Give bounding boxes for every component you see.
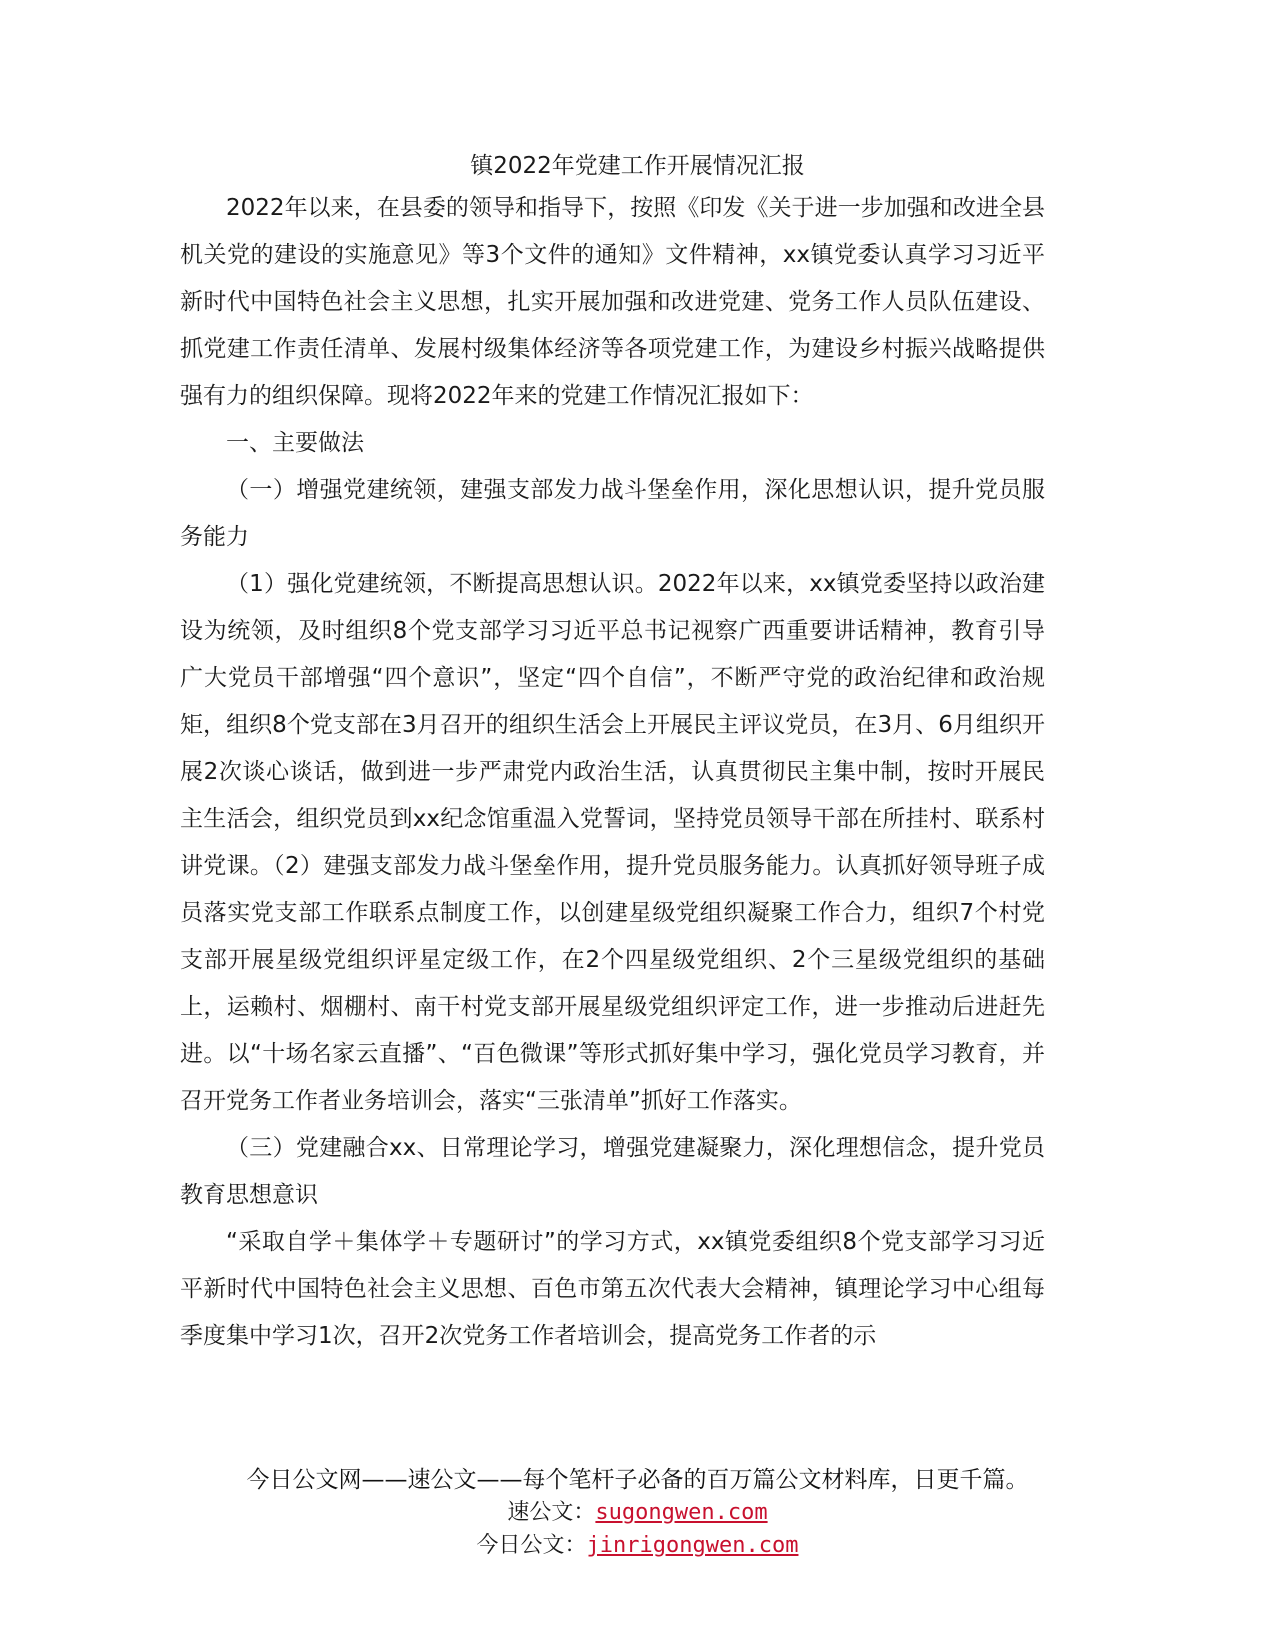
footer-site-1 xyxy=(0,1497,1275,1529)
footer-site-2-label: 今日公文： xyxy=(476,1533,587,1558)
subsection-heading-1: （一）增强党建统领，建强支部发力战斗堡垒作用，深化思想认识，提升党员服务能力 xyxy=(180,477,1045,550)
document-body xyxy=(180,185,1045,1360)
footer-promo: 今日公文网——速公文——每个笔杆子必备的百万篇公文材料库，日更千篇。 xyxy=(246,1467,1029,1493)
paragraph-intro: 2022年以来，在县委的领导和指导下，按照《印发《关于进一步加强和改进全县机关党的建设的实施意见》等3个文件的通知》文件精神，xx镇党委认真学习习近平新时代中国特色社会主义思想，扎实开展加强和改进党建、党务工作人员队伍建设、抓党建工作责任清单、发展村级集体经济等各项党建工作，为建设乡村振兴战略提供强有力的组织保障。现将2022年来的党建工作情况汇报如下： xyxy=(180,195,1045,409)
footer-site-2 xyxy=(0,1530,1275,1562)
footer-site-1-link[interactable]: sugongwen.com xyxy=(595,1500,768,1525)
section-heading: 一、主要做法 xyxy=(226,430,364,456)
document-title: 镇2022年党建工作开展情况汇报 xyxy=(470,153,805,179)
paragraph-body-2: “采取自学＋集体学＋专题研讨”的学习方式，xx镇党委组织8个党支部学习习近平新时代中国特色社会主义思想、百色市第五次代表大会精神，镇理论学习中心组每季度集中学习1次，召开2次党务工作者培训会，提高党务工作者的示 xyxy=(180,1229,1045,1349)
paragraph-body-1: （1）强化党建统领，不断提高思想认识。2022年以来，xx镇党委坚持以政治建设为统领，及时组织8个党支部学习习近平总书记视察广西重要讲话精神，教育引导广大党员干部增强“四个意识”，坚定“四个自信”，不断严守党的政治纪律和政治规矩，组织8个党支部在3月召开的组织生活会上开展民主评议党员，在3月、6月组织开展2次谈心谈话，做到进一步严肃党内政治生活，认真贯彻民主集中制，按时开展民主生活会，组织党员到xx纪念馆重温入党誓词，坚持党员领导干部在所挂村、联系村讲党课。（2）建强支部发力战斗堡垒作用，提升党员服务能力。认真抓好领导班子成员落实党支部工作联系点制度工作，以创建星级党组织凝聚工作合力，组织7个村党支部开展星级党组织评星定级工作，在2个四星级党组织、2个三星级党组织的基础上，运赖村、烟棚村、南干村党支部开展星级党组织评定工作，进一步推动后进赶先进。以“十场名家云直播”、“百色微课”等形式抓好集中学习，强化党员学习教育，并召开党务工作者业务培训会，落实“三张清单”抓好工作落实。 xyxy=(180,571,1045,1114)
footer-site-2-link[interactable]: jinrigongwen.com xyxy=(586,1533,799,1558)
subsection-heading-3: （三）党建融合xx、日常理论学习，增强党建凝聚力，深化理想信念，提升党员教育思想意识 xyxy=(180,1135,1045,1208)
footer-site-1-label: 速公文： xyxy=(507,1500,596,1525)
